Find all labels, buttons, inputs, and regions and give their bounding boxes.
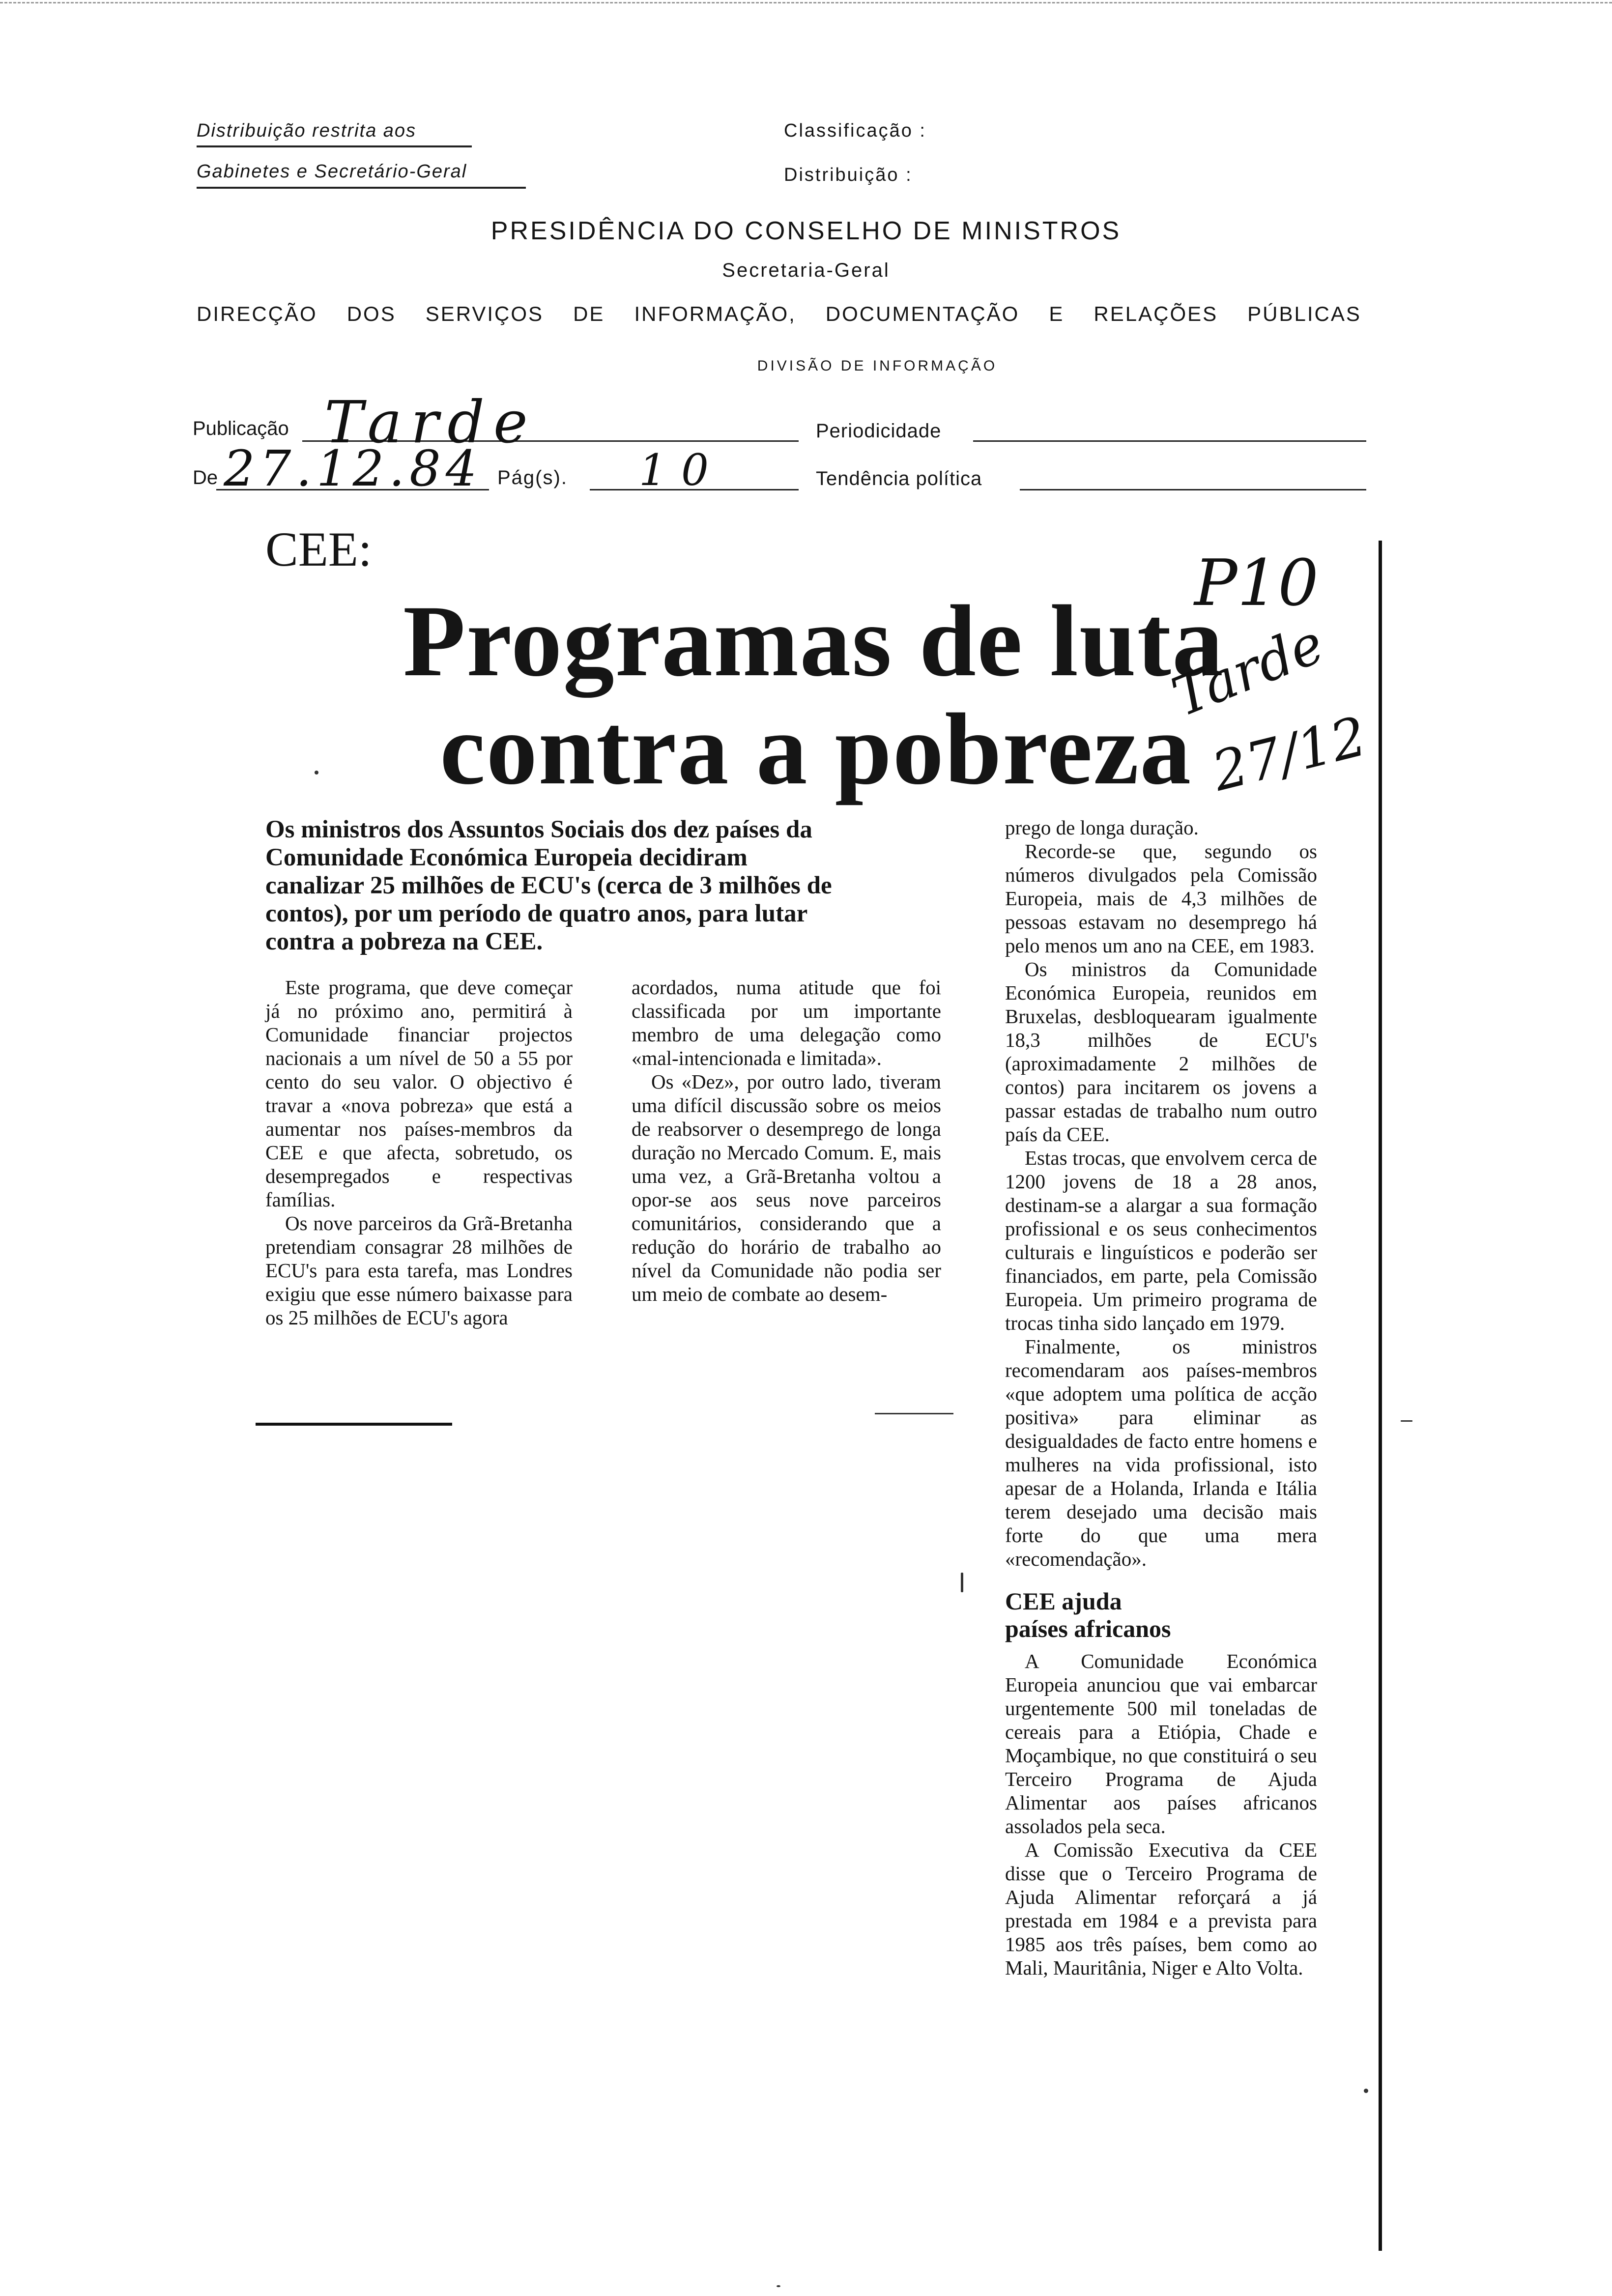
paragraph: Finalmente, os ministros recomendaram aos países-membros «que adoptem uma política de acção positiva» para eliminar as desigualdades de facto entre homens e mulheres na vida profissional, isto apesar de a Holanda, Irlanda e Itália terem desejado uma decisão mais forte do que uma mera «recomendação». (1005, 1335, 1317, 1570)
lead-line: Comunidade Económica Europeia decidiram (265, 844, 748, 871)
column-end-rule (875, 1413, 953, 1414)
distribution-label: Distribuição : (784, 165, 913, 185)
lead-paragraph (265, 816, 998, 956)
article-column-1 (265, 976, 573, 1329)
publication-label: Publicação (193, 418, 289, 439)
periodicity-fill-line (973, 440, 1366, 442)
periodicity-label: Periodicidade (816, 420, 942, 442)
scan-top-edge (0, 2, 1612, 3)
direction-word: RELAÇÕES (1094, 302, 1218, 325)
direction-word: DE (573, 302, 605, 325)
direction-word: PÚBLICAS (1247, 302, 1361, 325)
paragraph: acordados, numa atitude que foi classificada por um importante membro de uma delegação como «mal-intencionada e limitada». (632, 976, 941, 1069)
lead-line: Os ministros dos Assuntos Sociais dos dez países da (265, 816, 812, 843)
lead-line: contos), por um período de quatro anos, para lutar (265, 900, 808, 927)
paragraph: Estas trocas, que envolvem cerca de 1200 jovens de 18 a 28 anos, destinam-se a alargar a sua formação profissional e os seus conhecimentos culturais e linguísticos e poderão ser financiados, em parte, pela Comissão Europeia. Um primeiro programa de trocas tinha sido lançado em 1979. (1005, 1147, 1317, 1334)
direction-line (197, 302, 1361, 326)
paragraph: Os ministros da Comunidade Económica Europeia, reunidos em Bruxelas, desbloquearam igualmente 18,3 milhões de ECU's (aproximadamente 2 milhões de contos) para incitarem os jovens a passar estadas de trabalho num outro país da CEE. (1005, 958, 1317, 1146)
scan-speck (961, 1573, 963, 1592)
paragraph: Recorde-se que, segundo os números divulgados pela Comissão Europeia, mais de 4,3 milhões de pessoas estavam no desemprego há pelo menos um ano na CEE, em 1983. (1005, 840, 1317, 957)
article-column-2 (632, 976, 941, 1306)
scan-speck (1401, 1420, 1412, 1422)
direction-word: DOCUMENTAÇÃO (825, 302, 1020, 325)
restricted-distribution-line2: Gabinetes e Secretário-Geral (197, 161, 467, 182)
header-rule (197, 145, 472, 147)
date-handwritten-value: 27.12.84 (224, 440, 482, 497)
clipping-right-edge-rule (1379, 541, 1382, 2251)
article-column-3 (1005, 816, 1317, 1980)
headline-line1: Programas de luta (403, 584, 1224, 697)
date-label: De (193, 467, 218, 488)
org-subtitle: Secretaria-Geral (722, 259, 890, 281)
subheading (1005, 1587, 1317, 1642)
headline-line2: contra a pobreza (440, 692, 1192, 805)
header-rule (197, 187, 526, 189)
direction-word: SERVIÇOS (425, 302, 544, 325)
direction-word: INFORMAÇÃO, (634, 302, 796, 325)
scan-speck (315, 771, 318, 775)
restricted-distribution-line1: Distribuição restrita aos (197, 120, 417, 141)
publication-handwritten-value: Tarde (324, 388, 537, 456)
margin-note-page: P10 (1194, 545, 1319, 620)
article-kicker: CEE: (265, 522, 372, 576)
paragraph: Os «Dez», por outro lado, tiveram uma difícil discussão sobre os meios de reabsorver o desemprego de longa duração no Mercado Comum. E, mais uma vez, a Grã-Bretanha voltou a opor-se aos seus nove parceiros comunitários, considerando que a redução do horário de trabalho ao nível da Comunidade não podia ser um meio de combate ao desem- (632, 1070, 941, 1305)
tendency-fill-line (1020, 489, 1366, 490)
scan-speck (1364, 2089, 1368, 2093)
paragraph: A Comissão Executiva da CEE disse que o Terceiro Programa de Ajuda Alimentar reforçará a já prestada em 1984 e a prevista para 1985 aos três países, bem como ao Mali, Mauritânia, Niger e Alto Volta. (1005, 1838, 1317, 1979)
paragraph: Este programa, que deve começar já no próximo ano, permitirá à Comunidade financiar projectos nacionais a um nível de 50 a 55 por cento do seu valor. O objectivo é travar a «nova pobreza» que está a aumentar nos países-membros da CEE e que afecta, sobretudo, os desempregados e respectivas famílias. (265, 976, 573, 1211)
political-tendency-label: Tendência política (816, 468, 982, 489)
paragraph: A Comunidade Económica Europeia anunciou que vai embarcar urgentemente 500 mil toneladas de cereais para a Etiópia, Chade e Moçambique, no que constituirá o seu Terceiro Programa de Ajuda Alimentar aos países africanos assolados pela seca. (1005, 1650, 1317, 1837)
margin-note-paper: Tarde (1163, 612, 1332, 729)
direction-word: DIRECÇÃO (197, 302, 317, 325)
scan-speck (777, 2285, 780, 2287)
pages-label: Pág(s). (497, 467, 568, 488)
lead-line: contra a pobreza na CEE. (265, 928, 543, 955)
pages-handwritten-value: 10 (639, 445, 723, 495)
lead-line: canalizar 25 milhões de ECU's (cerca de 3 milhões de (265, 872, 832, 899)
paragraph: Os nove parceiros da Grã-Bretanha pretendiam consagrar 28 milhões de ECU's para esta tarefa, mas Londres exigiu que esse número baixasse para os 25 milhões de ECU's agora (265, 1212, 573, 1329)
direction-word: DOS (346, 302, 396, 325)
org-title: PRESIDÊNCIA DO CONSELHO DE MINISTROS (490, 217, 1122, 245)
direction-word: E (1049, 302, 1065, 325)
margin-note-date: 27/12 (1206, 704, 1373, 804)
subheading-line: CEE ajuda (1005, 1587, 1122, 1615)
subheading-line: países africanos (1005, 1615, 1171, 1642)
paragraph: prego de longa duração. (1005, 816, 1199, 839)
division-label: DIVISÃO DE INFORMAÇÃO (757, 358, 998, 374)
classification-label: Classificação : (784, 120, 926, 141)
column-end-rule (256, 1423, 452, 1426)
